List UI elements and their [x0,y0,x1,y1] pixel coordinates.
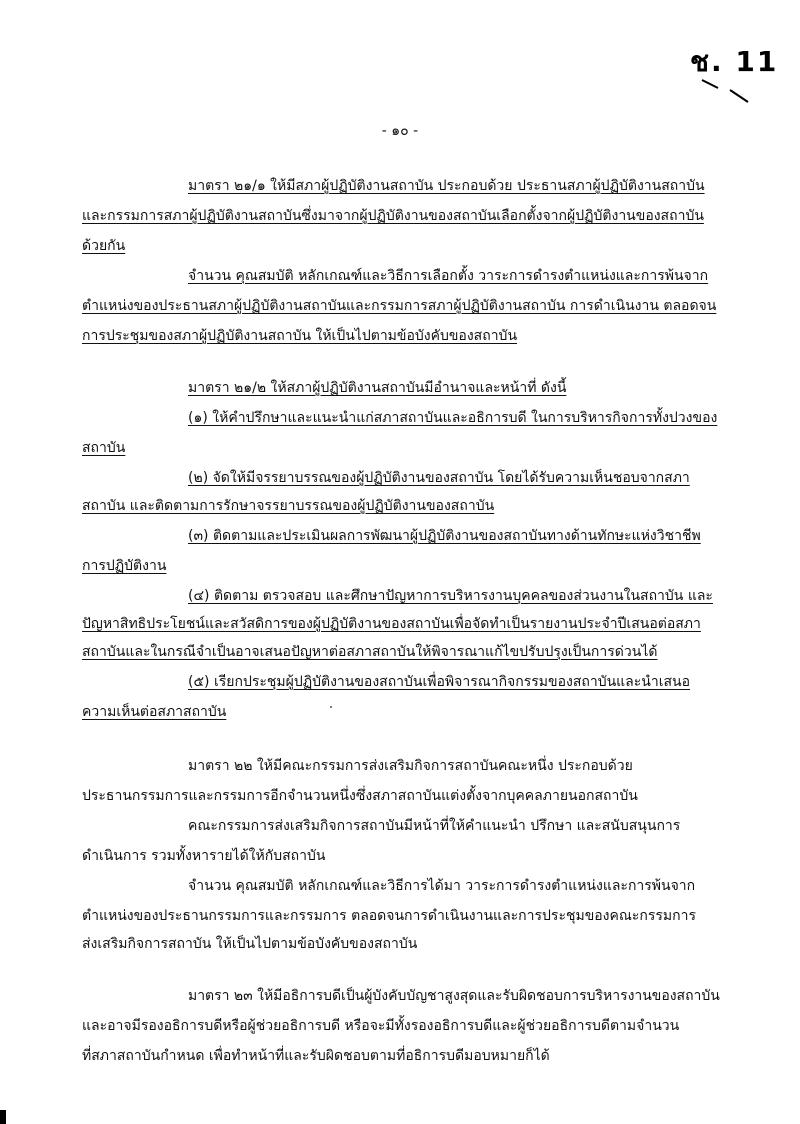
section-21-2-item-3-cont: การปฏิบัติงาน [82,558,167,574]
section-22-line-5: จำนวน คุณสมบัติ หลักเกณฑ์และวิธีการได้มา วาระการดำรงตำแหน่งและการพ้นจาก [188,878,696,894]
section-23-line-1: มาตรา ๒๓ ให้มีอธิการบดีเป็นผู้บังคับบัญชาสูงสุดและรับผิดชอบการบริหารงานของสถาบัน [188,988,720,1004]
section-21-1-line-5: ตำแหน่งของประธานสภาผู้ปฏิบัติงานสถาบันและกรรมการสภาผู้ปฏิบัติงานสถาบัน การดำเนินงาน ตลอดจน [82,298,717,314]
section-21-2-item-2-cont: สถาบัน และติดตามการรักษาจรรยาบรรณของผู้ปฏิบัติงานของสถาบัน [82,498,495,514]
section-21-2-item-1-cont: สถาบัน [82,440,126,456]
section-21-2-item-4: (๔) ติดตาม ตรวจสอบ และศึกษาปัญหาการบริหารงานบุคคลของส่วนงานในสถาบัน และ [188,588,713,604]
section-22-line-1: มาตรา ๒๒ ให้มีคณะกรรมการส่งเสริมกิจการสถาบันคณะหนึ่ง ประกอบด้วย [188,758,633,774]
handwritten-tick-mark [700,78,750,108]
section-22-line-2: ประธานกรรมการและกรรมการอีกจำนวนหนึ่งซึ่งสภาสถาบันแต่งตั้งจากบุคคลภายนอกสถาบัน [82,788,638,804]
section-21-1-line-4: จำนวน คุณสมบัติ หลักเกณฑ์และวิธีการเลือกตั้ง วาระการดำรงตำแหน่งและการพ้นจาก [188,268,709,284]
section-21-2-item-3: (๓) ติดตามและประเมินผลการพัฒนาผู้ปฏิบัติงานของสถาบันทางด้านทักษะแห่งวิชาชีพ [188,528,701,544]
section-22-line-6: ตำแหน่งของประธานกรรมการและกรรมการ ตลอดจนการดำเนินงานและการประชุมของคณะกรรมการ [82,908,696,924]
section-21-2-line-1: มาตรา ๒๑/๒ ให้สภาผู้ปฏิบัติงานสถาบันมีอำนาจและหน้าที่ ดังนี้ [188,380,567,396]
section-22-line-7: ส่งเสริมกิจการสถาบัน ให้เป็นไปตามข้อบังคับของสถาบัน [82,936,418,952]
section-21-2-item-4-cont-1: ปัญหาสิทธิประโยชน์และสวัสดิการของผู้ปฏิบัติงานของสถาบันเพื่อจัดทำเป็นรายงานประจำปีเสนอต่อสภา [82,616,701,632]
section-21-1-line-2: และกรรมการสภาผู้ปฏิบัติงานสถาบันซึ่งมาจากผู้ปฏิบัติงานของสถาบันเลือกตั้งจากผู้ปฏิบัติงานของสถาบัน [82,208,704,224]
section-22-line-3: คณะกรรมการส่งเสริมกิจการสถาบันมีหน้าที่ให้คำแนะนำ ปรึกษา และสนับสนุนการ [188,818,681,834]
section-22-line-4: ดำเนินการ รวมทั้งหารายได้ให้กับสถาบัน [82,848,326,864]
scan-speck [330,706,332,708]
handwritten-stamp: ช. 11 [690,45,779,78]
section-21-1-line-1: มาตรา ๒๑/๑ ให้มีสภาผู้ปฏิบัติงานสถาบัน ประกอบด้วย ประธานสภาผู้ปฏิบัติงานสถาบัน [188,178,705,194]
section-21-2-item-1: (๑) ให้คำปรึกษาและแนะนำแก่สภาสถาบันและอธิการบดี ในการบริหารกิจการทั้งปวงของ [188,410,718,426]
section-21-2-item-4-cont-2: สถาบันและในกรณีจำเป็นอาจเสนอปัญหาต่อสภาสถาบันให้พิจารณาแก้ไขปรับปรุงเป็นการด่วนได้ [82,644,658,660]
section-21-2-item-5-cont: ความเห็นต่อสภาสถาบัน [82,704,227,720]
scan-edge-mark [0,1110,6,1124]
section-21-2-item-2: (๒) จัดให้มีจรรยาบรรณของผู้ปฏิบัติงานของสถาบัน โดยได้รับความเห็นชอบจากสภา [188,470,690,486]
section-21-2-item-5: (๕) เรียกประชุมผู้ปฏิบัติงานของสถาบันเพื่อพิจารณากิจกรรมของสถาบันและนำเสนอ [188,674,691,690]
section-23-line-3: ที่สภาสถาบันกำหนด เพื่อทำหน้าที่และรับผิดชอบตามที่อธิการบดีมอบหมายก็ได้ [82,1048,550,1064]
section-21-1-line-6: การประชุมของสภาผู้ปฏิบัติงานสถาบัน ให้เป็นไปตามข้อบังคับของสถาบัน [82,328,518,344]
page-number: - ๑๐ - [381,123,419,139]
section-21-1-line-3: ด้วยกัน [82,238,126,254]
section-23-line-2: และอาจมีรองอธิการบดีหรือผู้ช่วยอธิการบดี หรือจะมีทั้งรองอธิการบดีและผู้ช่วยอธิการบดีตามจำนวน [82,1018,680,1034]
